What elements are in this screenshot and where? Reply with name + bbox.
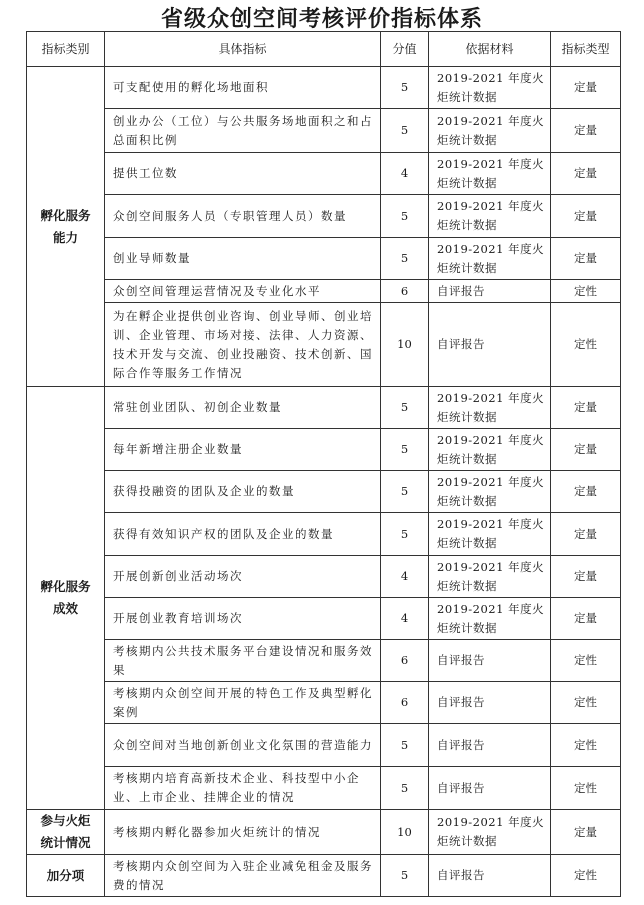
material-cell: 自评报告 <box>429 855 551 897</box>
indicator-cell: 创业导师数量 <box>105 238 381 280</box>
table-row <box>27 109 621 153</box>
indicator-cell: 提供工位数 <box>105 153 381 195</box>
material-cell: 2019-2021 年度火炬统计数据 <box>429 109 551 153</box>
score-cell: 5 <box>381 195 429 238</box>
indicator-cell: 开展创新创业活动场次 <box>105 556 381 598</box>
material-cell: 2019-2021 年度火炬统计数据 <box>429 598 551 640</box>
table-row <box>27 556 621 598</box>
table-row <box>27 195 621 238</box>
material-cell: 自评报告 <box>429 724 551 767</box>
type-cell: 定量 <box>551 195 621 238</box>
type-cell: 定性 <box>551 280 621 303</box>
table-row <box>27 471 621 513</box>
indicator-cell: 考核期内培育高新技术企业、科技型中小企业、上市企业、挂牌企业的情况 <box>105 767 381 810</box>
score-cell: 5 <box>381 238 429 280</box>
type-cell: 定性 <box>551 855 621 897</box>
score-cell: 5 <box>381 724 429 767</box>
table-row <box>27 855 621 897</box>
score-cell: 6 <box>381 280 429 303</box>
table-row <box>27 682 621 724</box>
header-indicator: 具体指标 <box>105 32 381 67</box>
indicator-cell: 创业办公（工位）与公共服务场地面积之和占总面积比例 <box>105 109 381 153</box>
header-category: 指标类别 <box>27 32 105 67</box>
indicator-cell: 考核期内众创空间为入驻企业减免租金及服务费的情况 <box>105 855 381 897</box>
type-cell: 定性 <box>551 303 621 387</box>
table-row <box>27 67 621 109</box>
score-cell: 10 <box>381 303 429 387</box>
material-cell: 自评报告 <box>429 640 551 682</box>
type-cell: 定量 <box>551 387 621 429</box>
table-row <box>27 429 621 471</box>
category-cell: 加分项 <box>27 855 105 897</box>
indicator-table <box>26 31 621 897</box>
table-row <box>27 303 621 387</box>
material-cell: 2019-2021 年度火炬统计数据 <box>429 429 551 471</box>
indicator-cell: 获得有效知识产权的团队及企业的数量 <box>105 513 381 556</box>
table-row <box>27 238 621 280</box>
indicator-cell: 考核期内公共技术服务平台建设情况和服务效果 <box>105 640 381 682</box>
score-cell: 5 <box>381 429 429 471</box>
score-cell: 5 <box>381 513 429 556</box>
category-cell: 孵化服务成效 <box>27 387 105 810</box>
material-cell: 2019-2021 年度火炬统计数据 <box>429 810 551 855</box>
score-cell: 5 <box>381 67 429 109</box>
type-cell: 定量 <box>551 153 621 195</box>
material-cell: 自评报告 <box>429 280 551 303</box>
score-cell: 5 <box>381 109 429 153</box>
material-cell: 2019-2021 年度火炬统计数据 <box>429 387 551 429</box>
table-row <box>27 640 621 682</box>
category-cell: 孵化服务能力 <box>27 67 105 387</box>
indicator-cell: 可支配使用的孵化场地面积 <box>105 67 381 109</box>
score-cell: 5 <box>381 767 429 810</box>
indicator-cell: 每年新增注册企业数量 <box>105 429 381 471</box>
type-cell: 定量 <box>551 429 621 471</box>
table-header-row <box>27 32 621 67</box>
table-row <box>27 767 621 810</box>
type-cell: 定量 <box>551 556 621 598</box>
type-cell: 定性 <box>551 724 621 767</box>
material-cell: 2019-2021 年度火炬统计数据 <box>429 153 551 195</box>
indicator-cell: 常驻创业团队、初创企业数量 <box>105 387 381 429</box>
table-row <box>27 513 621 556</box>
material-cell: 自评报告 <box>429 682 551 724</box>
type-cell: 定性 <box>551 640 621 682</box>
indicator-cell: 开展创业教育培训场次 <box>105 598 381 640</box>
page-title: 省级众创空间考核评价指标体系 <box>160 7 483 32</box>
category-cell: 参与火炬统计情况 <box>27 810 105 855</box>
table-row <box>27 153 621 195</box>
type-cell: 定量 <box>551 810 621 855</box>
indicator-cell: 众创空间对当地创新创业文化氛围的营造能力 <box>105 724 381 767</box>
type-cell: 定性 <box>551 682 621 724</box>
type-cell: 定量 <box>551 471 621 513</box>
score-cell: 6 <box>381 682 429 724</box>
table-row <box>27 598 621 640</box>
table-row <box>27 724 621 767</box>
indicator-cell: 考核期内孵化器参加火炬统计的情况 <box>105 810 381 855</box>
score-cell: 4 <box>381 153 429 195</box>
table-row <box>27 810 621 855</box>
type-cell: 定量 <box>551 598 621 640</box>
type-cell: 定量 <box>551 238 621 280</box>
header-score: 分值 <box>381 32 429 67</box>
indicator-cell: 获得投融资的团队及企业的数量 <box>105 471 381 513</box>
material-cell: 2019-2021 年度火炬统计数据 <box>429 67 551 109</box>
score-cell: 5 <box>381 471 429 513</box>
material-cell: 2019-2021 年度火炬统计数据 <box>429 471 551 513</box>
material-cell: 2019-2021 年度火炬统计数据 <box>429 513 551 556</box>
type-cell: 定量 <box>551 67 621 109</box>
material-cell: 2019-2021 年度火炬统计数据 <box>429 238 551 280</box>
score-cell: 4 <box>381 598 429 640</box>
type-cell: 定量 <box>551 513 621 556</box>
indicator-cell: 考核期内众创空间开展的特色工作及典型孵化案例 <box>105 682 381 724</box>
indicator-cell: 众创空间服务人员（专职管理人员）数量 <box>105 195 381 238</box>
header-type: 指标类型 <box>551 32 621 67</box>
indicator-cell: 众创空间管理运营情况及专业化水平 <box>105 280 381 303</box>
material-cell: 自评报告 <box>429 767 551 810</box>
indicator-cell: 为在孵企业提供创业咨询、创业导师、创业培训、企业管理、市场对接、法律、人力资源、技术开发与交流、创业投融资、技术创新、国际合作等服务工作情况 <box>105 303 381 387</box>
header-material: 依据材料 <box>429 32 551 67</box>
table-row <box>27 387 621 429</box>
material-cell: 2019-2021 年度火炬统计数据 <box>429 195 551 238</box>
material-cell: 自评报告 <box>429 303 551 387</box>
type-cell: 定性 <box>551 767 621 810</box>
score-cell: 4 <box>381 556 429 598</box>
table-row <box>27 280 621 303</box>
score-cell: 5 <box>381 855 429 897</box>
score-cell: 6 <box>381 640 429 682</box>
material-cell: 2019-2021 年度火炬统计数据 <box>429 556 551 598</box>
table-body <box>27 67 621 897</box>
score-cell: 10 <box>381 810 429 855</box>
score-cell: 5 <box>381 387 429 429</box>
type-cell: 定量 <box>551 109 621 153</box>
